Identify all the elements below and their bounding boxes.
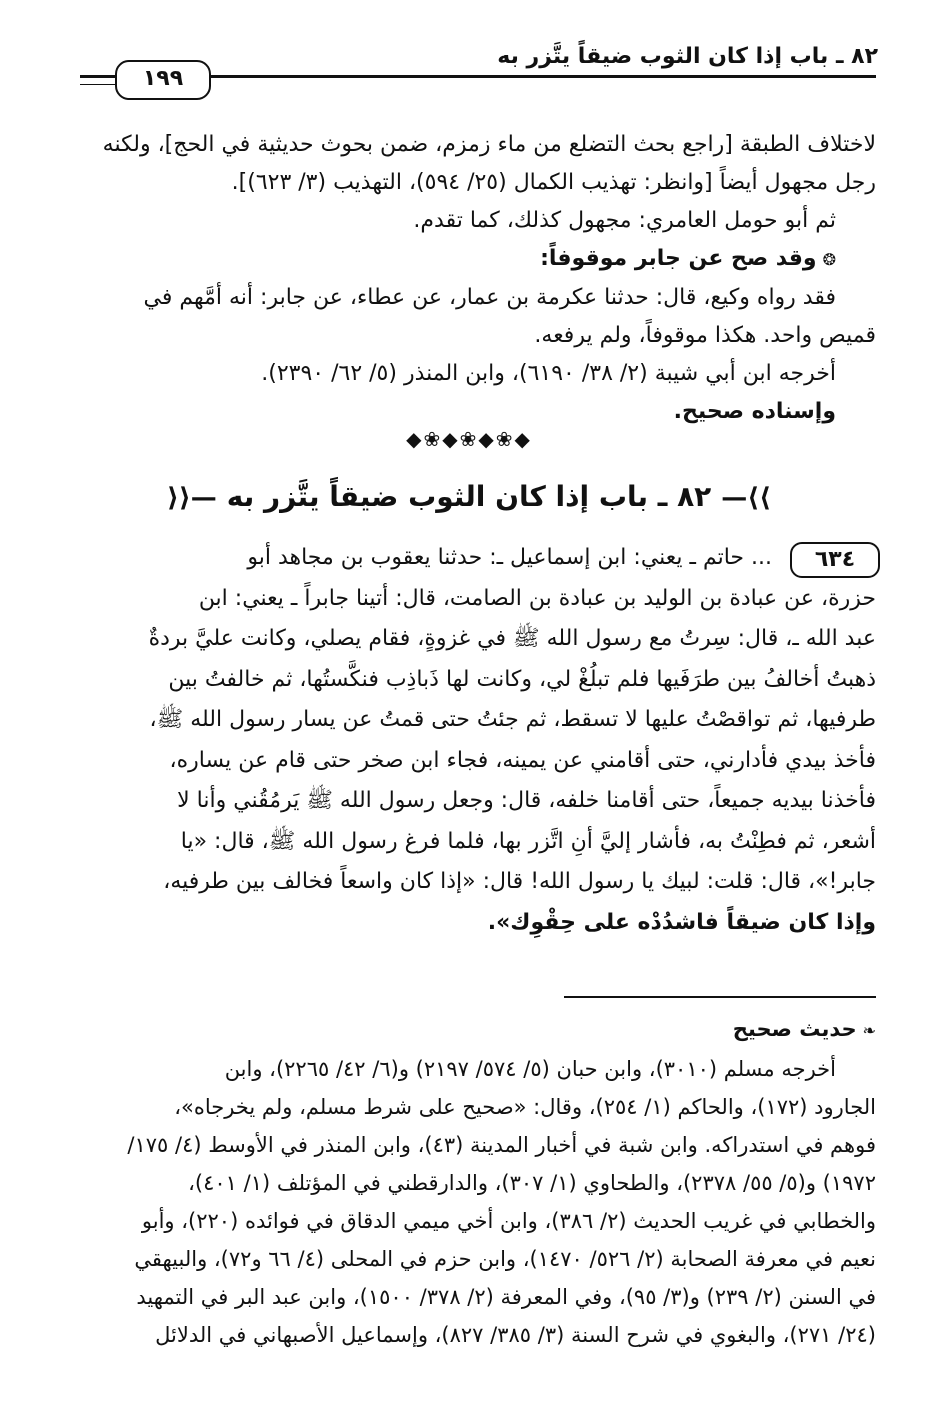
grading-title-line (62, 1010, 876, 1050)
subheading-line (62, 240, 876, 279)
text-line: نعيم في معرفة الصحابة (٢/ ٥٢٦/ ١٤٧٠)، وابن حزم في المحلى (٤/ ٦٦ و٧٢)، والبيهقي (134, 1247, 876, 1271)
footnote-rule (564, 996, 876, 998)
text-line: طرفيها، ثم تواقصْتُ عليها لا تسقط، ثم جئتُ حتى قمتُ عن يسار رسول الله ﷺ، (149, 707, 876, 732)
text-line: عبد الله ـ، قال: سِرتُ مع رسول الله ﷺ في غزوةٍ، فقام يصلي، وكانت عليَّ بردةٌ (148, 626, 876, 651)
bullet-icon: ❂ (822, 250, 836, 269)
hadith-text (62, 538, 876, 943)
heading-decoration-right-icon: ⟩⟩— (721, 483, 772, 513)
ornament-divider: ◆❀◆❀◆❀◆ (406, 427, 532, 451)
text-line: أخرجه ابن أبي شيبة (٢/ ٣٨/ ٦١٩٠)، وابن المنذر (٥/ ٦٢/ ٢٣٩٠). (261, 361, 836, 386)
heading-decoration-left-icon: —⟨⟨ (166, 483, 217, 513)
text-line: فوهم في استدراكه. وابن شبة في أخبار المدينة (٤٣)، وابن المنذر في الأوسط (٤/ ١٧٥/ (127, 1133, 876, 1157)
text-line: (٢٤/ ٢٧١)، والبغوي في شرح السنة (٣/ ٣٨٥/ ٨٢٧)، وإسماعيل الأصبهاني في الدلائل (155, 1323, 876, 1347)
top-section (62, 126, 876, 431)
text-line: ثم أبو حومل العامري: مجهول كذلك، كما تقدم. (413, 208, 836, 233)
text-line: أشعر، ثم فطِنْتُ به، فأشار إليَّ أنِ اتَّزر بها، فلما فرغ رسول الله ﷺ، قال: «يا (180, 828, 876, 854)
text-line: والخطابي في غريب الحديث (٢/ ٣٨٦)، وابن أخي ميمي الدقاق في فوائده (٢٢٠)، وأبو (141, 1209, 876, 1233)
hadith-number: ٦٣٤ (790, 542, 880, 578)
grading-title: حديث صحيح (732, 1017, 857, 1041)
text-line: الجارود (١٧٢)، والحاكم (١/ ٢٥٤)، وقال: «صحيح على شرط مسلم، ولم يخرجاه»، (174, 1095, 876, 1119)
text-line: ١٩٧٢) و(٥/ ٥٥/ ٢٣٧٨)، والطحاوي (١/ ٣٠٧)، والدارقطني في المؤتلف (١/ ٤٠١)، (188, 1171, 876, 1195)
text-line: أخرجه مسلم (٣٠١٠)، وابن حبان (٥/ ٥٧٤/ ٢١٩٧) و(٦/ ٤٢/ ٢٢٦٥)، وابن (224, 1057, 836, 1081)
running-title: ٨٢ ـ باب إذا كان الثوب ضيقاً يتَّزر به (497, 44, 878, 69)
text-line: وإذا كان ضيقاً فاشدُدْه على حِقْوِك». (487, 909, 876, 935)
text-line: جابر!»، قال: قلت: لبيك يا رسول الله! قال: «إذا كان واسعاً فخالف بين طرفيه، (163, 869, 876, 894)
text-line: رجل مجهول أيضاً [وانظر: تهذيب الكمال (٢٥/ ٥٩٤)، التهذيب (٣/ ٦٢٣)]. (231, 170, 876, 195)
text-line: في السنن (٢/ ٢٣٩) و(٣/ ٩٥)، وفي المعرفة (٢/ ٣٧٨/ ١٥٠٠)، وابن عبد البر في التمهيد (136, 1285, 876, 1309)
text-line: فأخذنا بيديه جميعاً، حتى أقامنا خلفه، قال: وجعل رسول الله ﷺ يَرمُقُني وأنا لا (177, 788, 876, 813)
subheading-text: وقد صح عن جابر موقوفاً: (540, 246, 817, 271)
page-number: ١٩٩ (115, 60, 211, 100)
chapter-heading (0, 480, 938, 513)
text-line: قميص واحد. هكذا موقوفاً، ولم يرفعه. (534, 323, 876, 348)
bookmark-icon: ❧ (862, 1021, 876, 1040)
text-line: فأخذ بيدي فأدارني، حتى أقامني عن يمينه، فجاء ابن صخر حتى قام عن يساره، (169, 747, 876, 773)
grading-section (62, 1010, 876, 1354)
text-line: ... حاتم ـ يعني: ابن إسماعيل ـ: حدثنا يعقوب بن مجاهد أبو (247, 545, 772, 570)
text-line: لاختلاف الطبقة [راجع بحث التضلع من ماء زمزم، ضمن بحوث حديثية في الحج]، ولكنه (102, 132, 876, 157)
text-line: فقد رواه وكيع، قال: حدثنا عكرمة بن عمار، عن عطاء، عن جابر: أنه أمَّهم في (143, 285, 836, 310)
text-line: حزرة، عن عبادة بن الوليد بن عبادة بن الصامت، قال: أتينا جابراً ـ يعني: ابن (198, 585, 876, 611)
text-line: وإسناده صحيح. (673, 399, 836, 424)
chapter-title: ٨٢ ـ باب إذا كان الثوب ضيقاً يتَّزر به (226, 480, 712, 513)
text-line: ذهبتُ أخالفُ بين طرَفَيها فلم تبلُغْ لي، وكانت لها ذَباذِب فنكَّستُها، ثم خالفتُ بين (168, 666, 876, 692)
